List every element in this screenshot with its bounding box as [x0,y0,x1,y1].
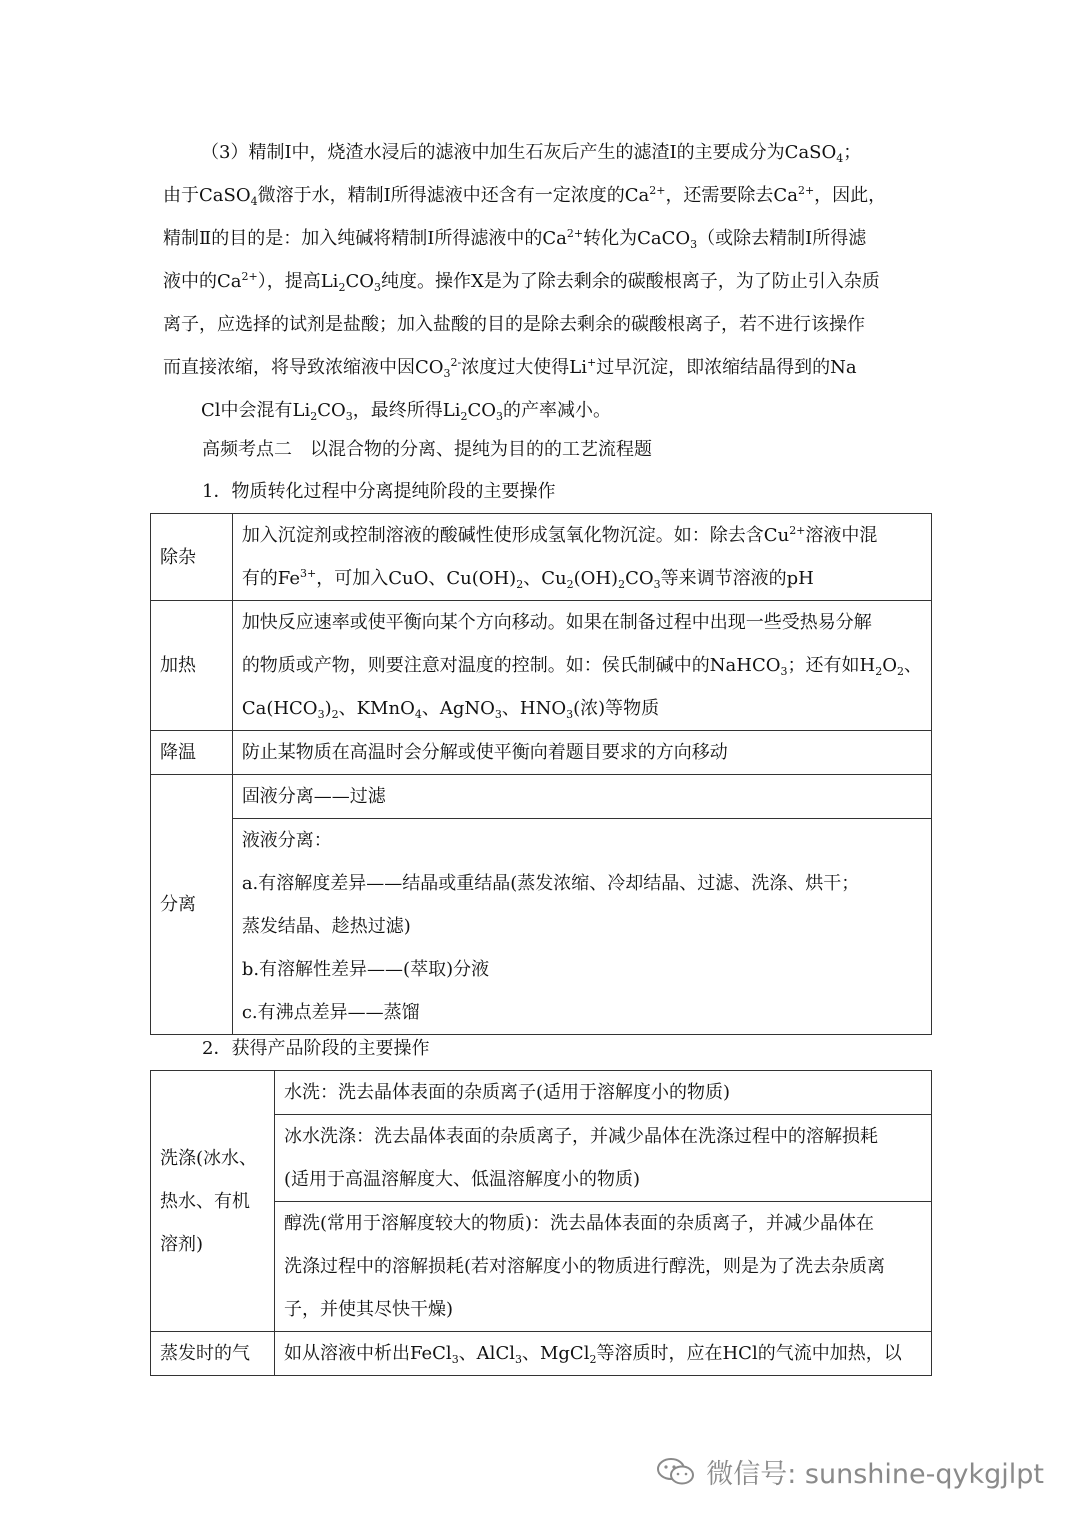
watermark [656,1452,1044,1491]
row-content-liquid-liquid: 液液分离： a.有溶解度差异——结晶或重结晶(蒸发浓缩、冷却结晶、过滤、洗涤、烘干； 蒸发结晶、趁热过滤) b.有溶解性差异——(萃取)分液 c.有沸点差异——蒸馏 [232,819,931,1035]
row-label-heating: 加热 [151,601,233,731]
intro-line-4: 液中的$Ca^{2+}$），提高$Li_2CO_3$纯度。操作X是为了除去剩余的碳酸根离子，为了防止引入杂质 [163,270,880,294]
row-content-evaporation: 如从溶液中析出FeCl$_3$、AlCl$_3$、MgCl$_2$等溶质时，应在HCl的气流中加热，以 [275,1332,932,1376]
intro-paragraph [163,131,933,432]
intro-line-5: 离子，应选择的试剂是盐酸；加入盐酸的目的是除去剩余的碳酸根离子，若不进行该操作 [163,314,865,335]
row-content-solid-liquid: 固液分离——过滤 [232,775,931,819]
table-row [151,514,932,601]
row-content-water-wash: 水洗：洗去晶体表面的杂质离子(适用于溶解度小的物质) [275,1071,932,1115]
row-content-impurity: 加入沉淀剂或控制溶液的酸碱性使形成氢氧化物沉淀。如：除去含$Cu^{2+}$溶液中混 有的$Fe^{3+}$，可加入CuO、$Cu(OH)_2$、$Cu_2(OH)_2CO_3$等来调节溶液的pH [232,514,931,601]
subsection-1-title: 1．物质转化过程中分离提纯阶段的主要操作 [202,481,556,502]
subsection-2-title: 2．获得产品阶段的主要操作 [202,1038,430,1059]
row-label-evaporation: 蒸发时的气 [151,1332,275,1376]
table-row [151,819,932,1035]
row-label-washing: 洗涤(冰水、 热水、有机 溶剂) [151,1071,275,1332]
intro-line-3: 精制Ⅱ的目的是：加入纯碱将精制Ⅰ所得滤液中的$Ca^{2+}$转化为CaCO$_3$（或除去精制Ⅰ所得滤 [163,227,867,251]
table-row [151,731,932,775]
watermark-text: 微信号: sunshine-qykgjlpt [706,1459,1044,1490]
row-content-ice-wash: 冰水洗涤：洗去晶体表面的杂质离子，并减少晶体在洗涤过程中的溶解损耗 (适用于高温溶解度大、低温溶解度小的物质) [275,1115,932,1202]
separation-operations-table [150,513,932,1035]
table-row [151,601,932,731]
intro-line-2: 由于CaSO$_4$微溶于水，精制Ⅰ所得滤液中还含有一定浓度的$Ca^{2+}$，还需要除去$Ca^{2+}$，因此， [163,184,887,208]
wechat-icon [656,1457,696,1487]
product-operations-table [150,1070,932,1376]
intro-line-6: 而直接浓缩，将导致浓缩液中因$CO_3^{2-}$浓度过大使得Li+过早沉淀，即浓缩结晶得到的Na [163,356,857,380]
table-row [151,1071,932,1115]
row-content-alcohol-wash: 醇洗(常用于溶解度较大的物质)：洗去晶体表面的杂质离子，并减少晶体在 洗涤过程中的溶解损耗(若对溶解度小的物质进行醇洗，则是为了洗去杂质离 子，并使其尽快干燥) [275,1202,932,1332]
intro-line-1: （3）精制Ⅰ中，烧渣水浸后的滤液中加生石灰后产生的滤渣Ⅰ的主要成分为CaSO$_4$； [201,142,862,165]
row-content-heating: 加快反应速率或使平衡向某个方向移动。如果在制备过程中出现一些受热易分解 的物质或产物，则要注意对温度的控制。如：侯氏制碱中的NaHCO$_3$；还有如$H_2O_2$、 $Ca(HCO_3)_2$、KMnO$_4$、AgNO$_3$、$HNO_3$(浓)等物质 [232,601,931,731]
table-row [151,1332,932,1376]
row-label-impurity: 除杂 [151,514,233,601]
intro-line-7: Cl中会混有$Li_2CO_3$，最终所得$Li_2CO_3$的产率减小。 [201,400,612,423]
row-content-cooling: 防止某物质在高温时会分解或使平衡向着题目要求的方向移动 [232,731,931,775]
section-title: 高频考点二 以混合物的分离、提纯为目的的工艺流程题 [202,439,652,460]
table-row [151,775,932,819]
row-label-cooling: 降温 [151,731,233,775]
row-label-separation: 分离 [151,775,233,1035]
